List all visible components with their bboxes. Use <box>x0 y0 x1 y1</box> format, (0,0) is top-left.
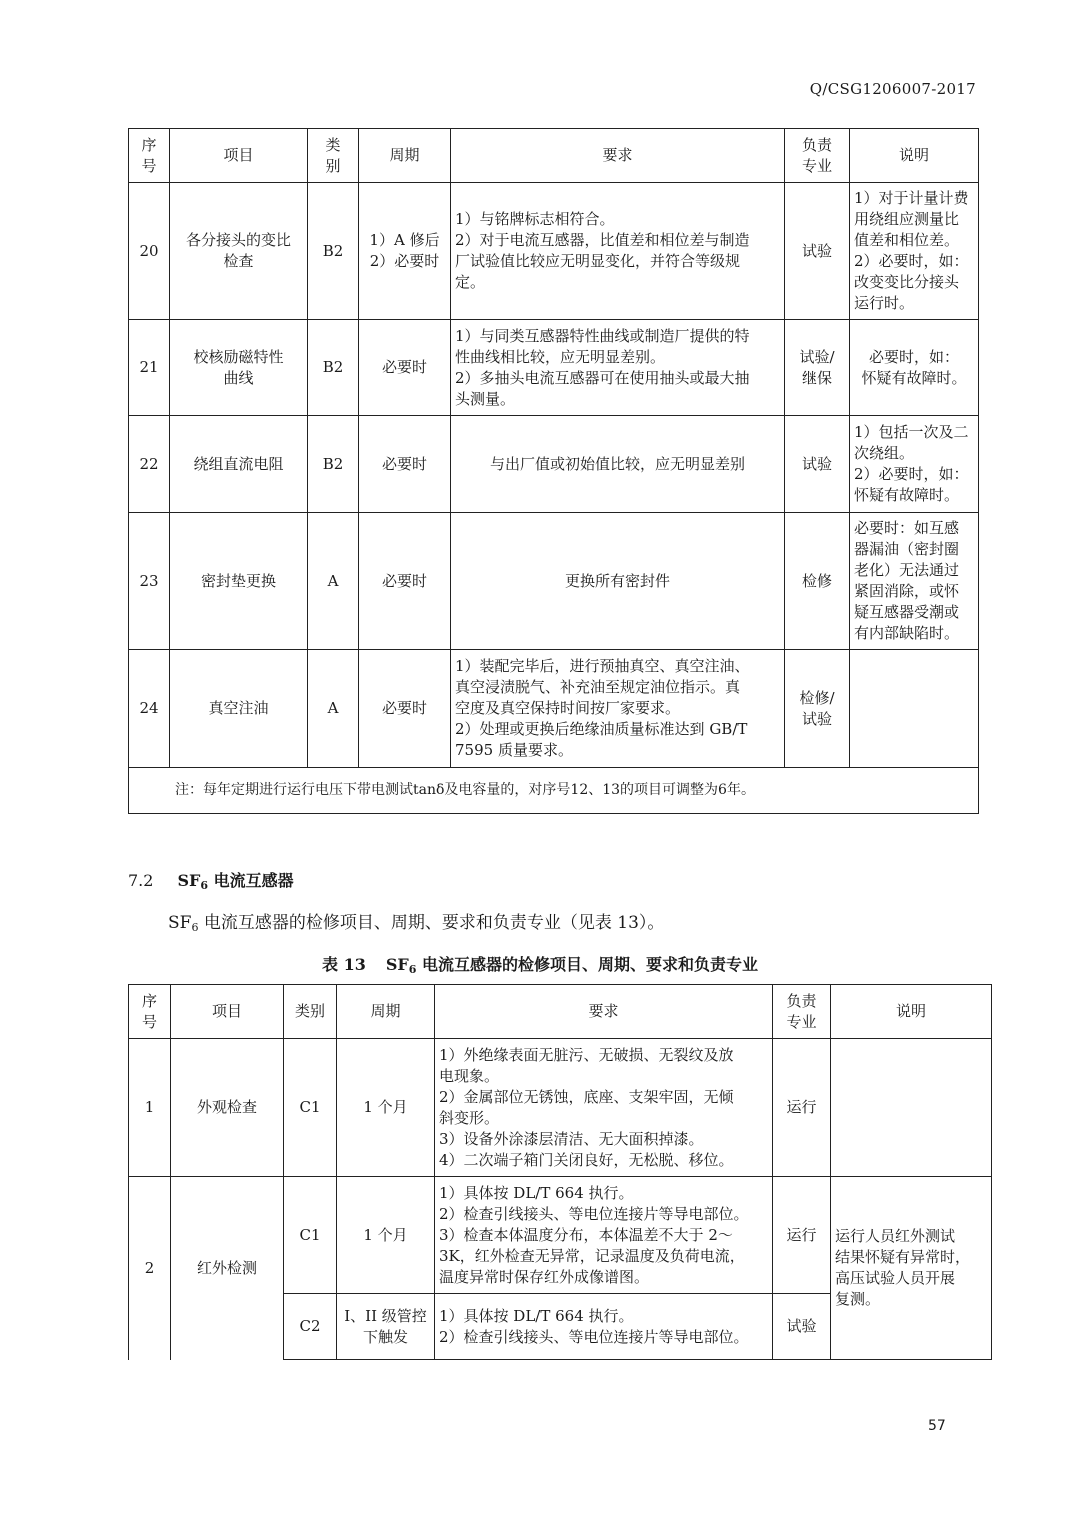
cell-requirement: 1）具体按 DL/T 664 执行。 2）检查引线接头、等电位连接片等导电部位。 <box>435 1294 773 1360</box>
header-item: 项目 <box>171 985 284 1039</box>
intro-paragraph: $SF_6$ 电流互感器的检修项目、周期、要求和负责专业（见表 13）。 <box>168 913 665 934</box>
cell-seq: 20 <box>129 183 170 320</box>
table-row <box>129 320 979 416</box>
cell-responsible: 检修 <box>785 513 850 650</box>
table-footnote-row <box>129 768 979 814</box>
cell-item: 各分接头的变比 检查 <box>170 183 308 320</box>
cell-period: 1 个月 <box>337 1039 435 1177</box>
cell-requirement: 1）具体按 DL/T 664 执行。 2）检查引线接头、等电位连接片等导电部位。 3）检查本体温度分布，本体温差不大于 2～ 3K，红外检查无异常，记录温度及负荷电流， 温度异常时保存红外成像谱图。 <box>435 1177 773 1294</box>
cell-period: 必要时 <box>359 513 451 650</box>
cell-category: A <box>308 513 359 650</box>
maintenance-table-current-transformer <box>128 128 979 814</box>
maintenance-table-sf6-transformer <box>128 984 992 1360</box>
cell-category: B2 <box>308 183 359 320</box>
cell-responsible: 试验/ 继保 <box>785 320 850 416</box>
cell-seq: 22 <box>129 416 170 513</box>
header-note: 说明 <box>850 129 979 183</box>
table-row <box>129 513 979 650</box>
table-header-row <box>129 129 979 183</box>
section-title: $SF_6$ 电流互感器 <box>177 871 294 892</box>
cell-responsible: 运行 <box>773 1039 831 1177</box>
cell-note: 运行人员红外测试 结果怀疑有异常时， 高压试验人员开展 复测。 <box>831 1177 992 1360</box>
header-requirement: 要求 <box>451 129 785 183</box>
header-note: 说明 <box>831 985 992 1039</box>
header-category: 类 别 <box>308 129 359 183</box>
cell-note: 1）对于计量计费 用绕组应测量比 值差和相位差。 2）必要时，如： 改变变比分接头 运行时。 <box>850 183 979 320</box>
table-header-row <box>129 985 992 1039</box>
header-responsible: 负责 专业 <box>773 985 831 1039</box>
cell-note <box>831 1039 992 1177</box>
document-code: Q/CSG1206007-2017 <box>809 80 976 98</box>
cell-requirement: 与出厂值或初始值比较，应无明显差别 <box>451 416 785 513</box>
cell-responsible: 检修/ 试验 <box>785 650 850 768</box>
cell-requirement: 1）外绝缘表面无脏污、无破损、无裂纹及放 电现象。 2）金属部位无锈蚀，底座、支架牢固，无倾 斜变形。 3）设备外涂漆层清洁、无大面积掉漆。 4）二次端子箱门关闭良好，无松脱、移位。 <box>435 1039 773 1177</box>
cell-requirement: 更换所有密封件 <box>451 513 785 650</box>
section-heading <box>128 868 294 891</box>
cell-period: 必要时 <box>359 320 451 416</box>
header-period: 周期 <box>337 985 435 1039</box>
cell-responsible: 试验 <box>785 416 850 513</box>
cell-note: 必要时，如： 怀疑有故障时。 <box>850 320 979 416</box>
table-row <box>129 1177 992 1294</box>
cell-period: 1 个月 <box>337 1177 435 1294</box>
cell-seq: 2 <box>129 1177 171 1360</box>
cell-note: 1）包括一次及二 次绕组。 2）必要时，如： 怀疑有故障时。 <box>850 416 979 513</box>
cell-category: B2 <box>308 416 359 513</box>
cell-period: 必要时 <box>359 650 451 768</box>
cell-category: C1 <box>284 1177 337 1294</box>
cell-note <box>850 650 979 768</box>
cell-item: 绕组直流电阻 <box>170 416 308 513</box>
page-number: 57 <box>928 1418 946 1434</box>
cell-item: 密封垫更换 <box>170 513 308 650</box>
cell-category: A <box>308 650 359 768</box>
cell-category: B2 <box>308 320 359 416</box>
table-footnote: 注：每年定期进行运行电压下带电测试tanδ及电容量的，对序号12、13的项目可调整为6年。 <box>129 768 979 814</box>
cell-requirement: 1）与同类互感器特性曲线或制造厂提供的特 性曲线相比较，应无明显差别。 2）多抽头电流互感器可在使用抽头或最大抽 头测量。 <box>451 320 785 416</box>
cell-item: 真空注油 <box>170 650 308 768</box>
header-category: 类别 <box>284 985 337 1039</box>
cell-period: I、II 级管控 下触发 <box>337 1294 435 1360</box>
cell-note: 必要时：如互感 器漏油（密封圈 老化）无法通过 紧固消除，或怀 疑互感器受潮或 有内部缺陷时。 <box>850 513 979 650</box>
cell-responsible: 试验 <box>785 183 850 320</box>
table-caption: 表 13 $SF_6$ 电流互感器的检修项目、周期、要求和负责专业 <box>322 955 758 976</box>
cell-seq: 21 <box>129 320 170 416</box>
header-item: 项目 <box>170 129 308 183</box>
table-row <box>129 650 979 768</box>
cell-seq: 1 <box>129 1039 171 1177</box>
cell-item: 校核励磁特性 曲线 <box>170 320 308 416</box>
table-row <box>129 416 979 513</box>
cell-item: 外观检查 <box>171 1039 284 1177</box>
header-requirement: 要求 <box>435 985 773 1039</box>
cell-period: 必要时 <box>359 416 451 513</box>
header-period: 周期 <box>359 129 451 183</box>
cell-requirement: 1）装配完毕后，进行预抽真空、真空注油、 真空浸渍脱气、补充油至规定油位指示。真 空度及真空保持时间按厂家要求。 2）处理或更换后绝缘油质量标准达到 GB/T 7595 质量要求。 <box>451 650 785 768</box>
cell-seq: 23 <box>129 513 170 650</box>
table-row <box>129 1039 992 1177</box>
cell-category: C2 <box>284 1294 337 1360</box>
header-seq: 序 号 <box>129 985 171 1039</box>
section-number: 7.2 <box>128 871 154 890</box>
cell-seq: 24 <box>129 650 170 768</box>
cell-category: C1 <box>284 1039 337 1177</box>
cell-period: 1）A 修后 2）必要时 <box>359 183 451 320</box>
header-seq: 序 号 <box>129 129 170 183</box>
header-responsible: 负责 专业 <box>785 129 850 183</box>
cell-item: 红外检测 <box>171 1177 284 1360</box>
cell-requirement: 1）与铭牌标志相符合。 2）对于电流互感器，比值差和相位差与制造 厂试验值比较应无明显变化，并符合等级规 定。 <box>451 183 785 320</box>
cell-responsible: 运行 <box>773 1177 831 1294</box>
cell-responsible: 试验 <box>773 1294 831 1360</box>
table-row <box>129 183 979 320</box>
